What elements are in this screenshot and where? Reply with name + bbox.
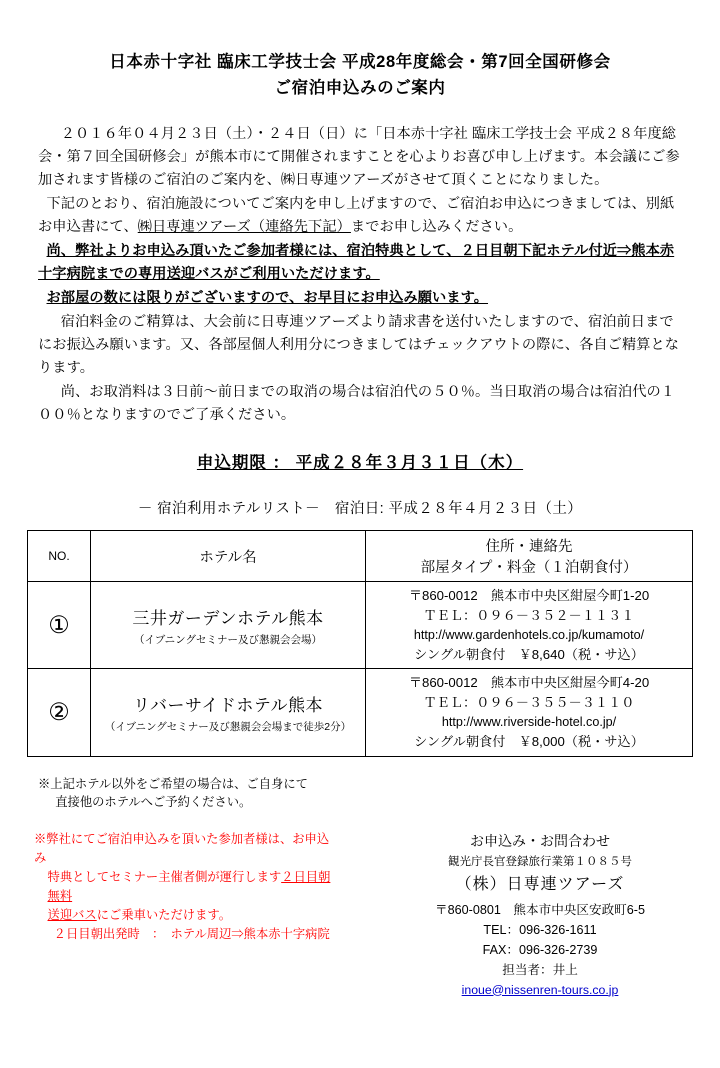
contact-block <box>390 830 690 1001</box>
other-hotel-note-line-2: 直接他のホテルへご予約ください。 <box>55 795 252 810</box>
shuttle-note-line-2-underline: ２日目朝無料 <box>47 869 331 903</box>
table-row <box>28 669 693 756</box>
contact-tel: TEL：096-326-1611 <box>483 923 597 938</box>
title-line-1: 日本赤十字社 臨床工学技士会 平成28年度総会・第7回全国研修会 <box>109 53 611 71</box>
shuttle-note-line-3 <box>48 906 334 925</box>
header-info-line-1: 住所・連絡先 <box>485 539 573 556</box>
hotel-address: 〒860-0012 熊本市中央区紺屋今町1-20 <box>408 588 650 604</box>
hotel-url[interactable]: http://www.gardenhotels.co.jp/kumamoto/ <box>413 627 645 642</box>
contact-title: お申込み・お問合わせ <box>470 832 610 849</box>
intro-paragraph-2-part-c: までお申し込みください。 <box>350 219 523 236</box>
other-hotel-note-line-1: ※上記ホテル以外をご希望の場合は、ご自身にて <box>38 776 308 791</box>
header-no: NO. <box>28 531 91 582</box>
shuttle-note-line-2-text: 特典としてセミナー主催者側が運行します <box>47 869 282 884</box>
row-number: ① <box>28 582 91 669</box>
intro-paragraph-1: ２０１６年０４月２３日（土）・２４日（日）に「日本赤十字社 臨床工学技士会 平成２８年度総会・第７回全国研修会」が熊本市にて開催されますことを心よりお喜び申し上げます。本会議にご参加されます皆様のご宿泊のご案内を、㈱日専連ツアーズがさせて頂くことになりました。 <box>38 126 680 189</box>
application-deadline-text: 申込期限 ： 平成２８年３月３１日（木） <box>196 454 524 473</box>
hotel-tel: ＴＥＬ：０９６－３５２－１１３１ <box>423 607 635 623</box>
shuttle-note-line-3-text: にご乗車いただけます。 <box>96 907 232 922</box>
intro-body <box>38 123 682 427</box>
shuttle-note-line-1: ※弊社にてご宿泊申込みを頂いた参加者様は、お申込み <box>34 831 330 865</box>
hotel-name: 三井ガーデンホテル熊本 <box>132 608 324 628</box>
row-hotel <box>91 582 366 669</box>
hotel-rate: シングル朝食付 ￥8,640（税・サ込） <box>414 646 644 662</box>
contact-company: （株）日専連ツアーズ <box>455 876 625 894</box>
hotel-address: 〒860-0012 熊本市中央区紺屋今町4-20 <box>408 675 650 691</box>
shuttle-note-line-4: ２日目朝出発時 ： ホテル周辺⇒熊本赤十字病院 <box>53 926 330 941</box>
other-hotel-note <box>38 775 720 812</box>
hotel-url[interactable]: http://www.riverside-hotel.co.jp/ <box>441 715 617 729</box>
intro-paragraph-6: 尚、お取消料は３日前～前日までの取消の場合は宿泊代の５０％。当日取消の場合は宿泊代の１００％となりますのでご了承ください。 <box>38 384 676 424</box>
document-page <box>0 50 720 1068</box>
contact-email[interactable]: inoue@nissenren-tours.co.jp <box>461 982 619 997</box>
row-hotel <box>91 669 366 756</box>
intro-paragraph-2-part-a: 下記のとおり、宿泊施設についてご案内を申し上げますので、ご宿泊お申込につきましては、別紙お申込書にて、 <box>38 196 675 236</box>
table-row <box>28 582 693 669</box>
hotel-rate: シングル朝食付 ￥8,000（税・サ込） <box>414 733 644 749</box>
contact-address: 〒860-0801 熊本市中央区安政町6-5 <box>435 902 645 917</box>
row-info <box>366 669 693 756</box>
intro-paragraph-5: 宿泊料金のご精算は、大会前に日専連ツアーズより請求書を送付いたしますので、宿泊前日までにお振込み願います。又、各部屋個人利用分につきましてはチェックアウトの際に、各自ご精算となります。 <box>38 314 680 377</box>
shuttle-bus-note <box>34 830 334 1001</box>
row-number: ② <box>28 669 91 756</box>
hotel-subnote: （イブニングセミナー及び懇親会会場まで徒歩2分） <box>104 721 352 734</box>
footer-area <box>0 830 720 1001</box>
hotel-name: リバーサイドホテル熊本 <box>133 696 323 716</box>
hotel-tel: ＴＥＬ：０９６－３５５－３１１０ <box>423 695 635 711</box>
hotel-subnote: （イブニングセミナー及び懇親会会場） <box>134 633 322 646</box>
hotel-table <box>27 530 693 757</box>
shuttle-note-line-3-underline: 送迎バス <box>47 907 97 922</box>
contact-fax: FAX：096-326-2739 <box>482 943 598 958</box>
header-hotel-name: ホテル名 <box>91 531 366 582</box>
header-info-line-2: 部屋タイプ・料金（１泊朝食付） <box>420 560 638 577</box>
document-title <box>0 50 720 101</box>
header-info <box>366 531 693 582</box>
intro-paragraph-3: 尚、弊社よりお申込み頂いたご参加者様には、宿泊特典として、２日目朝下記ホテル付近⇒熊本赤十字病院までの専用送迎バスがご利用いただけます。 <box>38 243 675 283</box>
tour-company-underlined: ㈱日専連ツアーズ（連絡先下記） <box>137 219 351 236</box>
contact-person: 担当者：井上 <box>502 963 578 978</box>
title-line-2: ご宿泊申込みのご案内 <box>274 78 446 97</box>
contact-registration: 観光庁長官登録旅行業第１０８５号 <box>448 855 632 868</box>
application-deadline <box>0 449 720 473</box>
intro-paragraph-4: お部屋の数には限りがございますので、お早目にお申込み願います。 <box>46 290 489 307</box>
row-info <box>366 582 693 669</box>
table-header-row <box>28 531 693 582</box>
hotel-list-header: － 宿泊利用ホテルリスト－ 宿泊日: 平成２８年４月２３日（土） <box>137 501 583 518</box>
intro-paragraph-2 <box>38 193 682 239</box>
shuttle-note-line-2 <box>48 868 334 906</box>
